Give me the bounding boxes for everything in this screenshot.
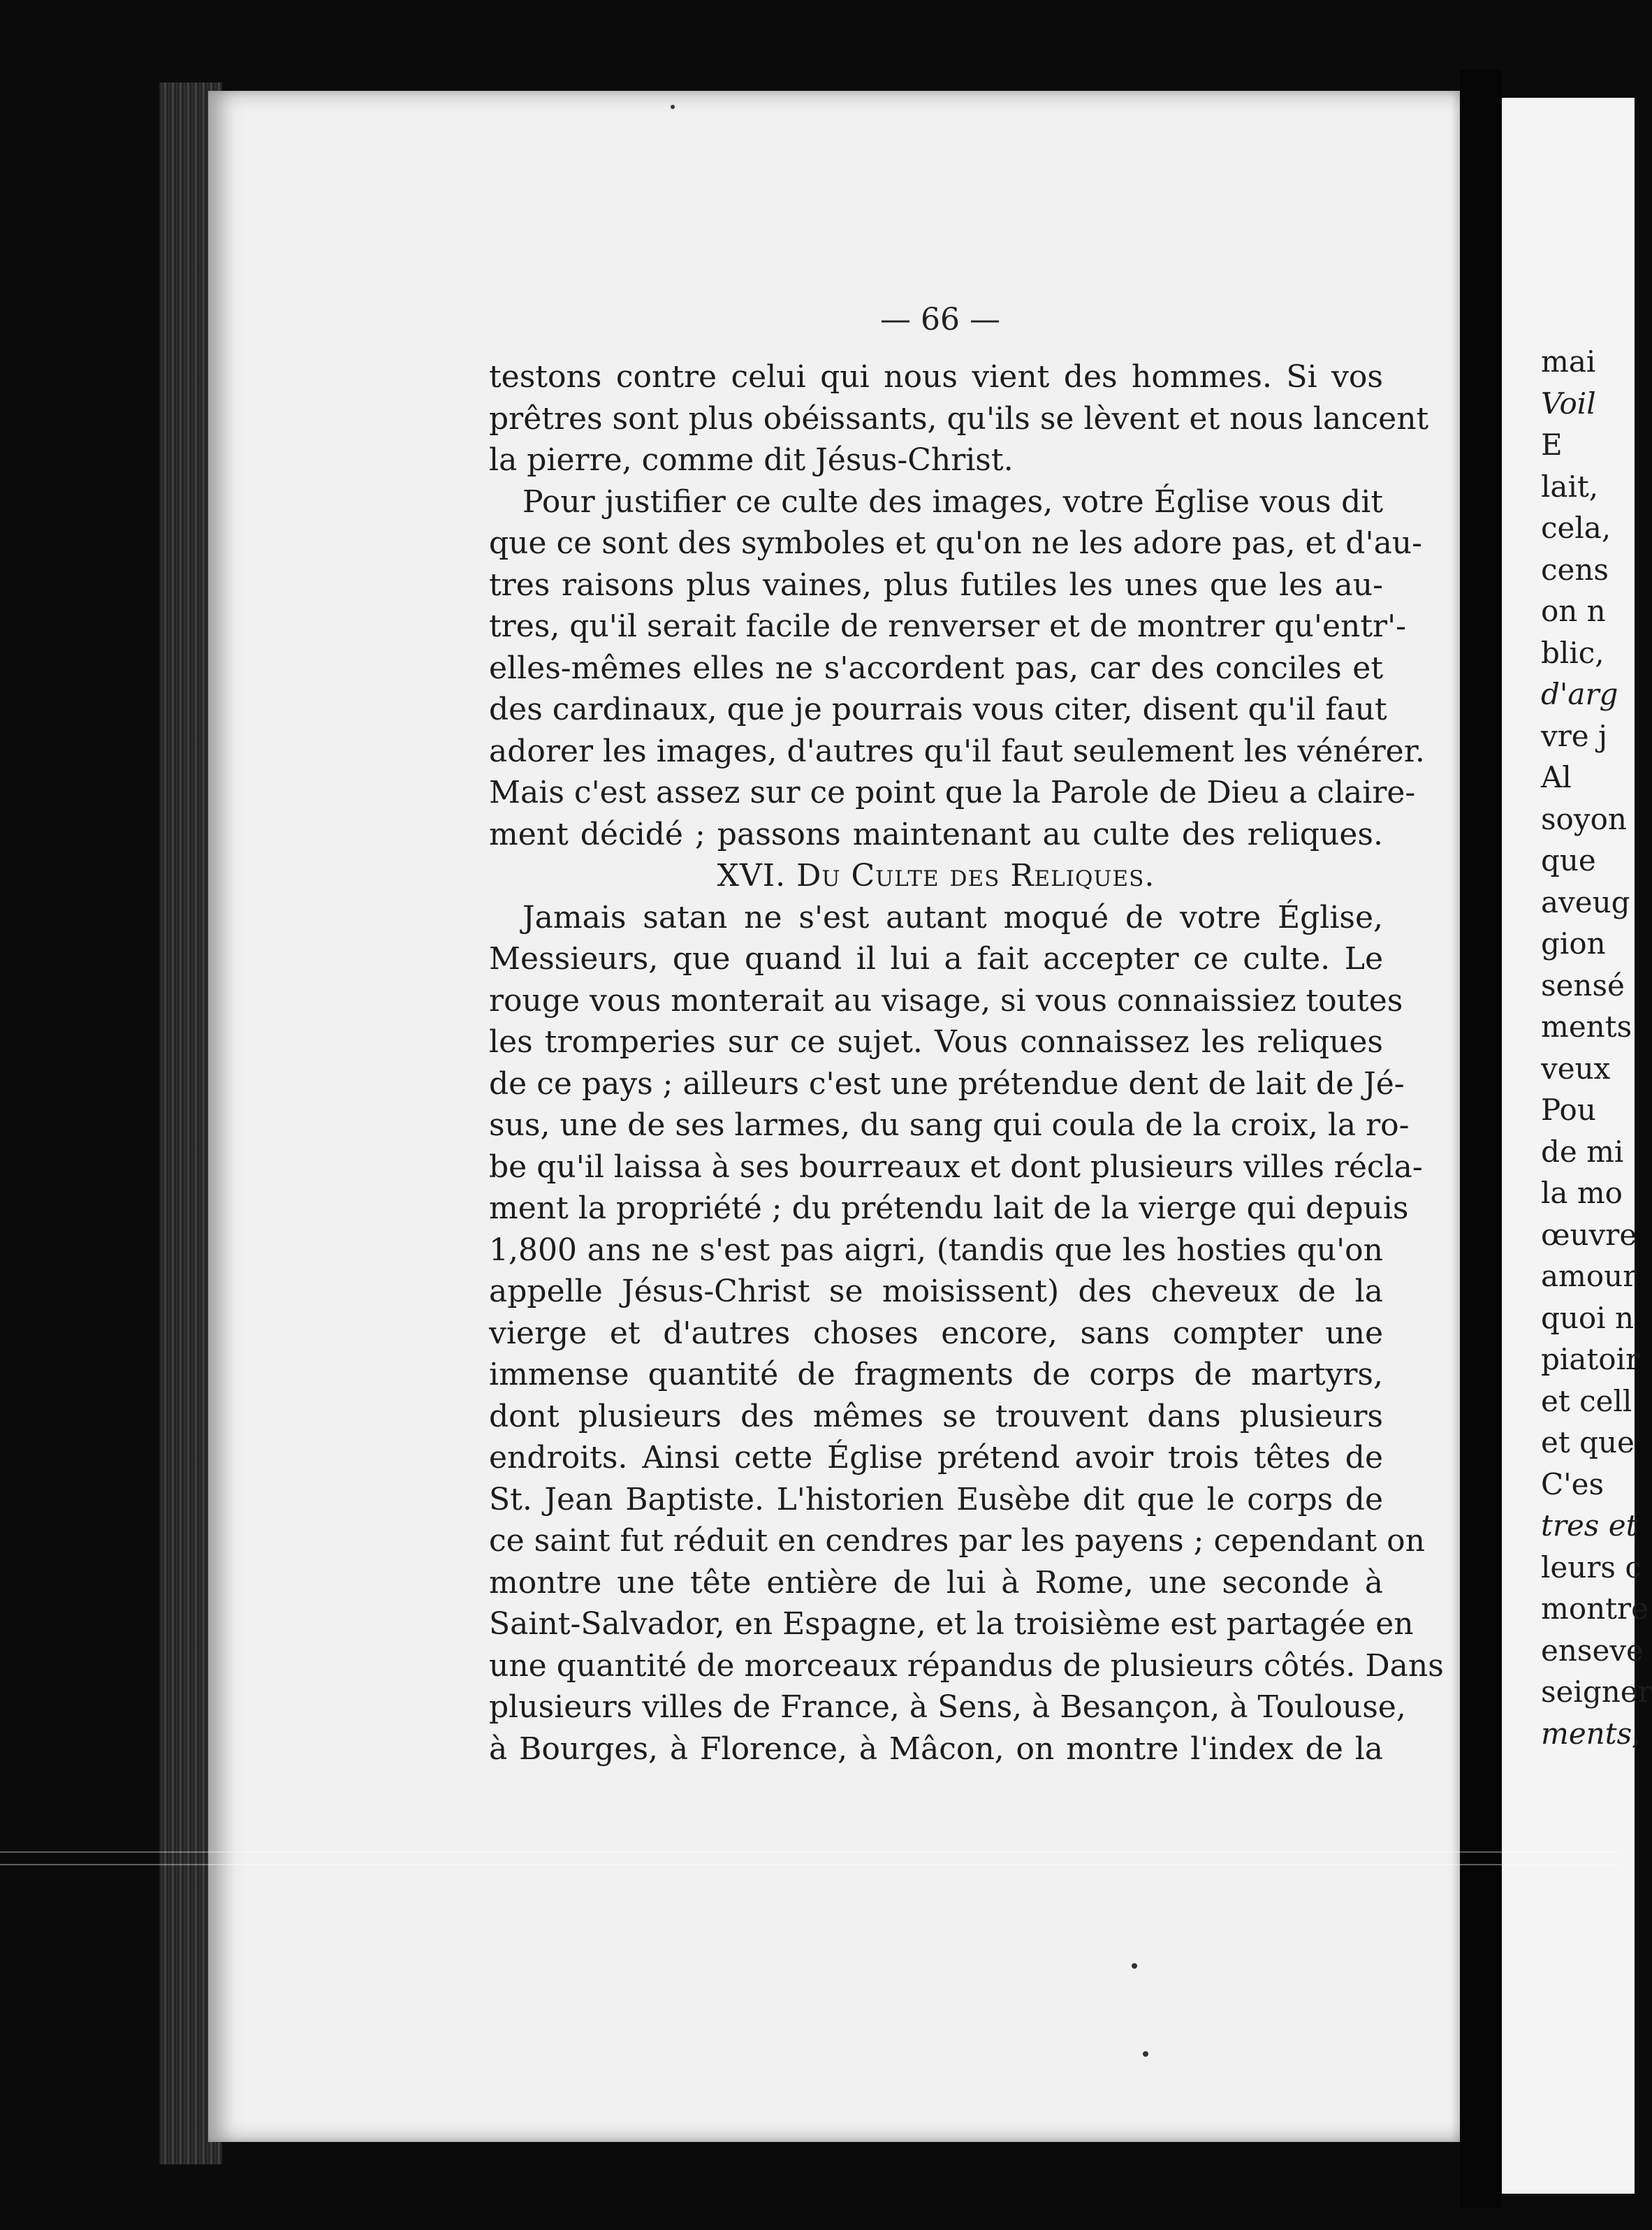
text-line: tres, qu'il serait facile de renverser et de montrer qu'entr'- xyxy=(489,608,1407,644)
text-line: vre j xyxy=(1541,718,1608,753)
left-page-text xyxy=(489,356,1444,1770)
text-line: ment la propriété ; du prétendu lait de la vierge qui depuis xyxy=(489,1190,1409,1226)
text-line: Messieurs, que quand il lui a fait accepter ce culte. Le xyxy=(489,941,1383,977)
page-number: — 66 — xyxy=(880,302,1000,337)
text-line: St. Jean Baptiste. L'historien Eusèbe dit que le corps de xyxy=(489,1481,1383,1517)
text-line: testons contre celui qui nous vient des hommes. Si vos xyxy=(489,359,1383,395)
text-line: blic, xyxy=(1541,635,1605,670)
text-line: on n xyxy=(1541,594,1606,628)
text-line: la mo xyxy=(1541,1176,1623,1210)
text-line: ment décidé ; passons maintenant au culte des reliques. xyxy=(489,816,1383,852)
text-line: cela, xyxy=(1541,511,1611,545)
ink-speck xyxy=(671,105,675,109)
text-line: enseve xyxy=(1541,1633,1644,1668)
text-line: la pierre, comme dit Jésus-Christ. xyxy=(489,442,1014,478)
text-line: rouge vous monterait au visage, si vous connaissiez toutes xyxy=(489,982,1403,1019)
right-page-text-fragment xyxy=(1541,341,1652,1754)
text-line: des cardinaux, que je pourrais vous citer, disent qu'il faut xyxy=(489,692,1387,727)
text-line: piatoir xyxy=(1541,1342,1640,1376)
text-line: de ce pays ; ailleurs c'est une prétendue dent de lait de Jé- xyxy=(489,1065,1405,1102)
text-line: C'es xyxy=(1541,1466,1605,1501)
text-line: immense quantité de fragments de corps de martyrs, xyxy=(489,1357,1383,1392)
text-line: vierge et d'autres choses encore, sans compter une xyxy=(489,1315,1383,1351)
text-line: dont plusieurs des mêmes se trouvent dans plusieurs xyxy=(489,1398,1383,1434)
text-line: et que xyxy=(1541,1425,1635,1459)
text-line: sensé xyxy=(1541,968,1625,1003)
text-line: amour xyxy=(1541,1259,1637,1293)
text-line: be qu'il laissa à ses bourreaux et dont plusieurs villes récla- xyxy=(489,1149,1423,1185)
text-line: endroits. Ainsi cette Église prétend avoir trois têtes de xyxy=(489,1440,1383,1475)
text-line: tres et xyxy=(1541,1508,1638,1543)
text-line: œuvre xyxy=(1541,1217,1637,1252)
text-line: de mi xyxy=(1541,1134,1624,1169)
text-line: montre xyxy=(1541,1591,1649,1626)
text-line: Voil xyxy=(1541,386,1596,421)
text-line: plusieurs villes de France, à Sens, à Besançon, à Toulouse, xyxy=(489,1689,1406,1725)
text-line: appelle Jésus-Christ se moisissent) des cheveux de la xyxy=(489,1274,1383,1309)
text-line: gion xyxy=(1541,926,1606,961)
scan-line xyxy=(0,1864,1621,1865)
text-line: ce saint fut réduit en cendres par les payens ; cependant on xyxy=(489,1523,1425,1559)
text-line: lait, xyxy=(1541,469,1599,504)
text-line: montre une tête entière de lui à Rome, une seconde à xyxy=(489,1564,1383,1601)
text-line: seigner xyxy=(1541,1675,1652,1709)
text-line: d'arg xyxy=(1541,677,1618,711)
text-line: une quantité de morceaux répandus de plusieurs côtés. Dans xyxy=(489,1647,1444,1684)
ink-speck xyxy=(1143,2051,1148,2057)
text-line: Mais c'est assez sur ce point que la Parole de Dieu a claire- xyxy=(489,775,1416,810)
text-line: aveug xyxy=(1541,884,1630,919)
text-line: Saint-Salvador, en Espagne, et la troisième est partagée en xyxy=(489,1606,1414,1642)
text-line: sus, une de ses larmes, du sang qui coula de la croix, la ro- xyxy=(489,1107,1410,1143)
text-line: elles-mêmes elles ne s'accordent pas, car des conciles et xyxy=(489,650,1383,686)
text-line: ments, xyxy=(1541,1716,1642,1751)
text-line: 1,800 ans ne s'est pas aigri, (tandis que les hosties qu'on xyxy=(489,1232,1383,1268)
text-line: adorer les images, d'autres qu'il faut seulement les vénérer. xyxy=(489,733,1425,769)
text-line: mai xyxy=(1541,344,1596,379)
section-heading: XVI. Du Culte des Reliques. xyxy=(717,858,1155,894)
text-line: que xyxy=(1541,843,1596,877)
book-gutter xyxy=(1460,70,1502,2208)
text-line: tres raisons plus vaines, plus futiles les unes que les au- xyxy=(489,567,1383,603)
text-line: veux xyxy=(1541,1051,1611,1086)
text-line: prêtres sont plus obéissants, qu'ils se lèvent et nous lancent xyxy=(489,400,1429,437)
ink-speck xyxy=(1132,1963,1137,1969)
text-line: cens xyxy=(1541,552,1609,587)
text-line: soyon xyxy=(1541,801,1627,836)
text-line: leurs c xyxy=(1541,1550,1642,1584)
text-line: les tromperies sur ce sujet. Vous connaissez les reliques xyxy=(489,1024,1383,1060)
text-line: Pour justifier ce culte des images, votre Église vous dit xyxy=(522,483,1383,520)
text-line: Jamais satan ne s'est autant moqué de votre Église, xyxy=(522,899,1383,935)
text-line: Pou xyxy=(1541,1093,1596,1127)
text-line: quoi n xyxy=(1541,1300,1635,1335)
text-line: à Bourges, à Florence, à Mâcon, on montre l'index de la xyxy=(489,1730,1383,1767)
text-line: E xyxy=(1541,428,1563,462)
text-line: et cell xyxy=(1541,1383,1632,1418)
text-line: Al xyxy=(1541,760,1572,794)
text-line: ments xyxy=(1541,1010,1632,1044)
scan-line xyxy=(0,1851,1621,1853)
text-line: que ce sont des symboles et qu'on ne les adore pas, et d'au- xyxy=(489,525,1423,561)
